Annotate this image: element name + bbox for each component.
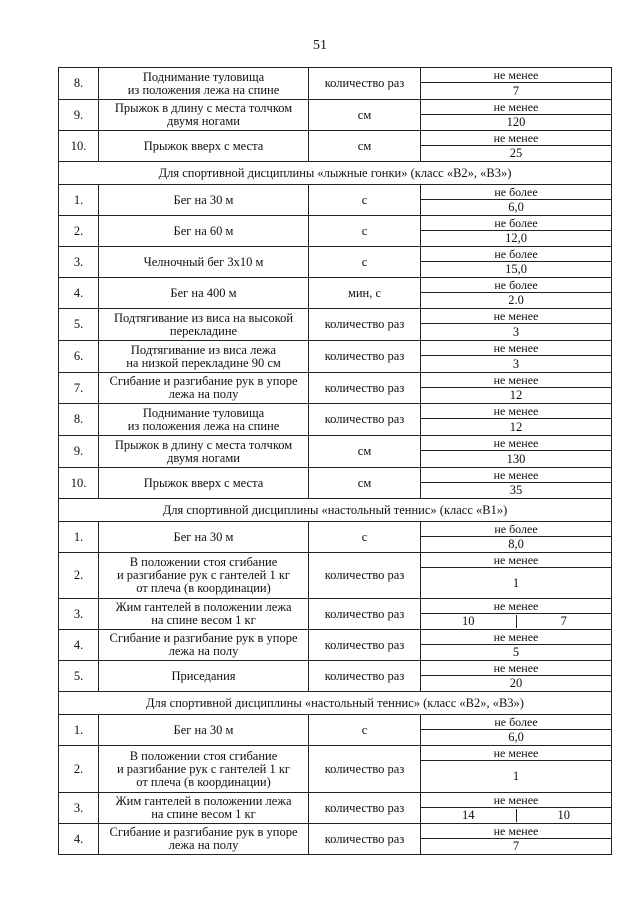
unit-of-measure: см — [309, 100, 421, 131]
row-number: 5. — [59, 309, 99, 341]
exercise-name: Поднимание туловища из положения лежа на спине — [99, 404, 309, 436]
exercise-name: Сгибание и разгибание рук в упоре лежа на полу — [99, 373, 309, 404]
row-number: 1. — [59, 522, 99, 553]
unit-of-measure: количество раз — [309, 630, 421, 661]
row-number: 4. — [59, 824, 99, 855]
norm-value: 6,0 — [421, 200, 612, 216]
exercise-name: Сгибание и разгибание рук в упоре лежа на полу — [99, 824, 309, 855]
unit-of-measure: количество раз — [309, 553, 421, 599]
row-number: 2. — [59, 553, 99, 599]
row-number: 1. — [59, 185, 99, 216]
unit-of-measure: количество раз — [309, 373, 421, 404]
section-header-row — [59, 162, 612, 185]
unit-of-measure: см — [309, 436, 421, 468]
table-row — [59, 436, 612, 451]
norm-value: 15,0 — [421, 262, 612, 278]
table-row — [59, 746, 612, 761]
table-row — [59, 341, 612, 356]
exercise-name: В положении стоя сгибание и разгибание рук с гантелей 1 кг от плеча (в координации) — [99, 553, 309, 599]
section-title: Для спортивной дисциплины «настольный теннис» (класс «В1») — [59, 499, 612, 522]
table-row — [59, 630, 612, 645]
exercise-name: Бег на 30 м — [99, 715, 309, 746]
row-number: 3. — [59, 793, 99, 824]
unit-of-measure: см — [309, 131, 421, 162]
condition-label: не более — [421, 185, 612, 200]
exercise-name: Подтягивание из виса лежа на низкой перекладине 90 см — [99, 341, 309, 373]
exercise-name: В положении стоя сгибание и разгибание рук с гантелей 1 кг от плеча (в координации) — [99, 746, 309, 793]
norm-value: 20 — [421, 676, 612, 692]
unit-of-measure: см — [309, 468, 421, 499]
unit-of-measure: с — [309, 715, 421, 746]
exercise-name: Поднимание туловища из положения лежа на спине — [99, 68, 309, 100]
section-title: Для спортивной дисциплины «настольный теннис» (класс «В2», «В3») — [59, 692, 612, 715]
table-row — [59, 599, 612, 614]
table-row — [59, 247, 612, 262]
condition-label: не более — [421, 522, 612, 537]
exercise-name: Жим гантелей в положении лежа на спине весом 1 кг — [99, 599, 309, 630]
unit-of-measure: количество раз — [309, 793, 421, 824]
norm-value: 7 — [421, 839, 612, 855]
exercise-name: Подтягивание из виса на высокой перекладине — [99, 309, 309, 341]
table-row — [59, 216, 612, 231]
table-row — [59, 824, 612, 839]
section-header-row — [59, 692, 612, 715]
table-row — [59, 278, 612, 293]
unit-of-measure: количество раз — [309, 599, 421, 630]
table-row — [59, 553, 612, 568]
row-number: 3. — [59, 599, 99, 630]
unit-of-measure: с — [309, 247, 421, 278]
norm-value: 2.0 — [421, 293, 612, 309]
norm-value-women: 7 — [560, 614, 567, 628]
condition-label: не менее — [421, 404, 612, 419]
condition-label: не менее — [421, 824, 612, 839]
row-number: 2. — [59, 216, 99, 247]
norm-value: 7 — [421, 83, 612, 100]
row-number: 2. — [59, 746, 99, 793]
condition-label: не менее — [421, 468, 612, 483]
condition-label: не менее — [421, 630, 612, 645]
row-number: 10. — [59, 131, 99, 162]
condition-label: не менее — [421, 341, 612, 356]
table-row — [59, 715, 612, 730]
table-row — [59, 68, 612, 83]
norm-value: 25 — [421, 146, 612, 162]
condition-label: не менее — [421, 436, 612, 451]
exercise-name: Бег на 30 м — [99, 522, 309, 553]
norm-value: 8,0 — [421, 537, 612, 553]
unit-of-measure: с — [309, 216, 421, 247]
condition-label: не менее — [421, 373, 612, 388]
condition-label: не более — [421, 216, 612, 231]
norm-value: 35 — [421, 483, 612, 499]
unit-of-measure: с — [309, 185, 421, 216]
row-number: 9. — [59, 100, 99, 131]
table-row — [59, 309, 612, 324]
table-row — [59, 100, 612, 115]
row-number: 5. — [59, 661, 99, 692]
table-row — [59, 468, 612, 483]
exercise-name: Прыжок вверх с места — [99, 131, 309, 162]
unit-of-measure: количество раз — [309, 746, 421, 793]
norm-value: 6,0 — [421, 730, 612, 746]
standards-table — [58, 67, 612, 855]
exercise-name: Бег на 60 м — [99, 216, 309, 247]
unit-of-measure: количество раз — [309, 404, 421, 436]
norm-value: 3 — [421, 324, 612, 341]
exercise-name: Бег на 400 м — [99, 278, 309, 309]
condition-label: не менее — [421, 68, 612, 83]
section-title: Для спортивной дисциплины «лыжные гонки» (класс «В2», «В3») — [59, 162, 612, 185]
row-number: 4. — [59, 630, 99, 661]
table-row — [59, 131, 612, 146]
condition-label: не более — [421, 247, 612, 262]
exercise-name: Прыжок вверх с места — [99, 468, 309, 499]
row-number: 6. — [59, 341, 99, 373]
row-number: 3. — [59, 247, 99, 278]
row-number: 7. — [59, 373, 99, 404]
norm-value-women: 10 — [557, 808, 570, 822]
norm-value: 130 — [421, 451, 612, 468]
table-row — [59, 661, 612, 676]
norm-value-split — [421, 808, 612, 824]
condition-label: не менее — [421, 746, 612, 761]
condition-label: не менее — [421, 309, 612, 324]
norm-value: 12 — [421, 388, 612, 404]
norm-value: 12,0 — [421, 231, 612, 247]
table-row — [59, 185, 612, 200]
exercise-name: Жим гантелей в положении лежа на спине весом 1 кг — [99, 793, 309, 824]
unit-of-measure: количество раз — [309, 661, 421, 692]
table-row — [59, 404, 612, 419]
exercise-name: Сгибание и разгибание рук в упоре лежа на полу — [99, 630, 309, 661]
norm-value: 1 — [421, 568, 612, 599]
unit-of-measure: количество раз — [309, 68, 421, 100]
row-number: 4. — [59, 278, 99, 309]
condition-label: не более — [421, 715, 612, 730]
condition-label: не менее — [421, 131, 612, 146]
norm-value: 3 — [421, 356, 612, 373]
condition-label: не более — [421, 278, 612, 293]
row-number: 1. — [59, 715, 99, 746]
norm-value-split — [421, 614, 612, 630]
condition-label: не менее — [421, 100, 612, 115]
exercise-name: Челночный бег 3x10 м — [99, 247, 309, 278]
row-number: 8. — [59, 404, 99, 436]
norm-value: 1 — [421, 761, 612, 793]
unit-of-measure: количество раз — [309, 309, 421, 341]
unit-of-measure: с — [309, 522, 421, 553]
condition-label: не менее — [421, 661, 612, 676]
norm-value: 12 — [421, 419, 612, 436]
unit-of-measure: количество раз — [309, 824, 421, 855]
norm-value: 120 — [421, 115, 612, 131]
norm-value: 5 — [421, 645, 612, 661]
norm-value-men: 10 — [421, 615, 517, 628]
page-number: 51 — [313, 38, 327, 53]
section-header-row — [59, 499, 612, 522]
table-row — [59, 373, 612, 388]
norm-value-men: 14 — [421, 809, 517, 822]
exercise-name: Прыжок в длину с места толчком двумя ногами — [99, 100, 309, 131]
table-row — [59, 793, 612, 808]
condition-label: не менее — [421, 793, 612, 808]
unit-of-measure: мин, с — [309, 278, 421, 309]
row-number: 8. — [59, 68, 99, 100]
row-number: 10. — [59, 468, 99, 499]
table-row — [59, 522, 612, 537]
exercise-name: Приседания — [99, 661, 309, 692]
exercise-name: Бег на 30 м — [99, 185, 309, 216]
condition-label: не менее — [421, 553, 612, 568]
unit-of-measure: количество раз — [309, 341, 421, 373]
exercise-name: Прыжок в длину с места толчком двумя ногами — [99, 436, 309, 468]
condition-label: не менее — [421, 599, 612, 614]
row-number: 9. — [59, 436, 99, 468]
